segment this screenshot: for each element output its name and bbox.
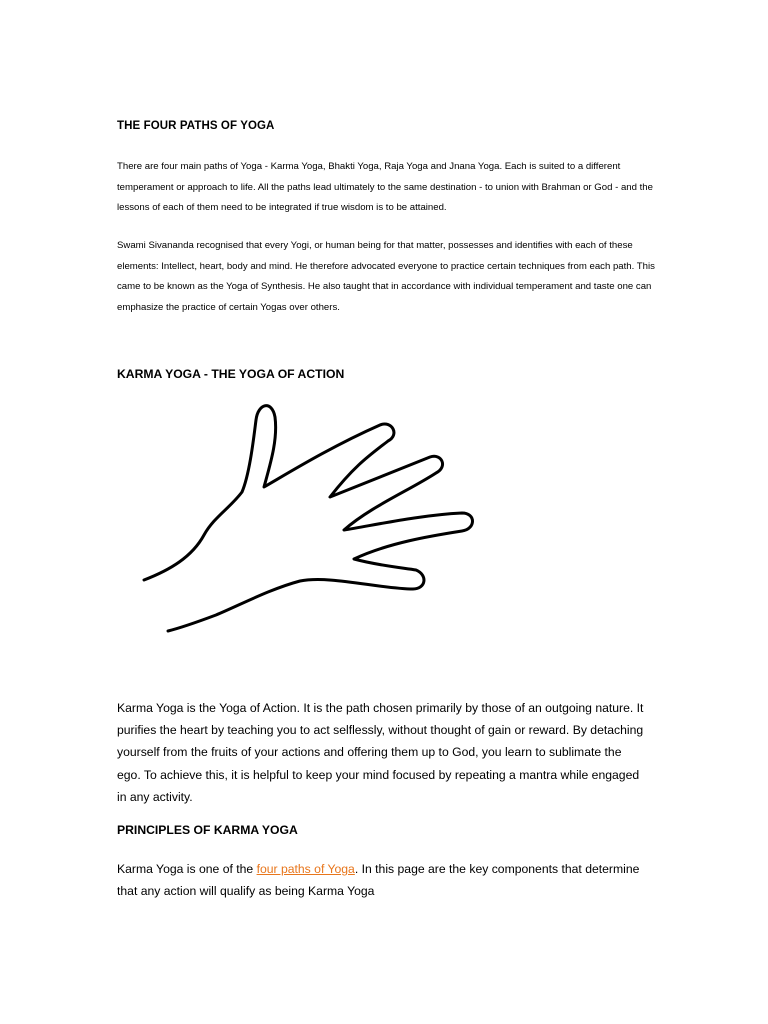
karma-yoga-heading: KARMA YOGA - THE YOGA OF ACTION <box>117 367 345 381</box>
four-paths-of-yoga-link[interactable]: four paths of Yoga <box>256 862 355 876</box>
open-hand-outline-icon <box>130 395 480 645</box>
document-title: THE FOUR PATHS OF YOGA <box>117 120 275 132</box>
principles-text-before-link: Karma Yoga is one of the <box>117 862 257 876</box>
principles-paragraph <box>117 858 647 902</box>
sivananda-paragraph: Swami Sivananda recognised that every Yogi, or human being for that matter, possesses and identifies with each of these elements: Intellect, heart, body and mind. He therefore advocated everyone to practice certain techniques from each path. This came to be known as the Yoga of Synthesis. He also taught that in accordance with individual temperament and taste one can emphasize the practice of certain Yogas over others. <box>117 240 655 313</box>
intro-paragraph: There are four main paths of Yoga - Karma Yoga, Bhakti Yoga, Raja Yoga and Jnana Yoga. Each is suited to a different temperament or approach to life. All the paths lead ultimately to the same destination - to union with Brahman or God - and the lessons of each of them need to be integrated if true wisdom is to be attained. <box>117 161 653 213</box>
karma-yoga-paragraph: Karma Yoga is the Yoga of Action. It is the path chosen primarily by those of an outgoing nature. It purifies the heart by teaching you to act selflessly, without thought of gain or reward. By detaching yourself from the fruits of your actions and offering them up to God, you learn to sublimate the ego. To achieve this, it is helpful to keep your mind focused by repeating a mantra while engaged in any activity. <box>117 701 644 804</box>
principles-heading: PRINCIPLES OF KARMA YOGA <box>117 823 298 837</box>
principles-text-after-link: . In this page are the key components that determine that any action will qualify as being Karma Yoga <box>117 862 640 899</box>
